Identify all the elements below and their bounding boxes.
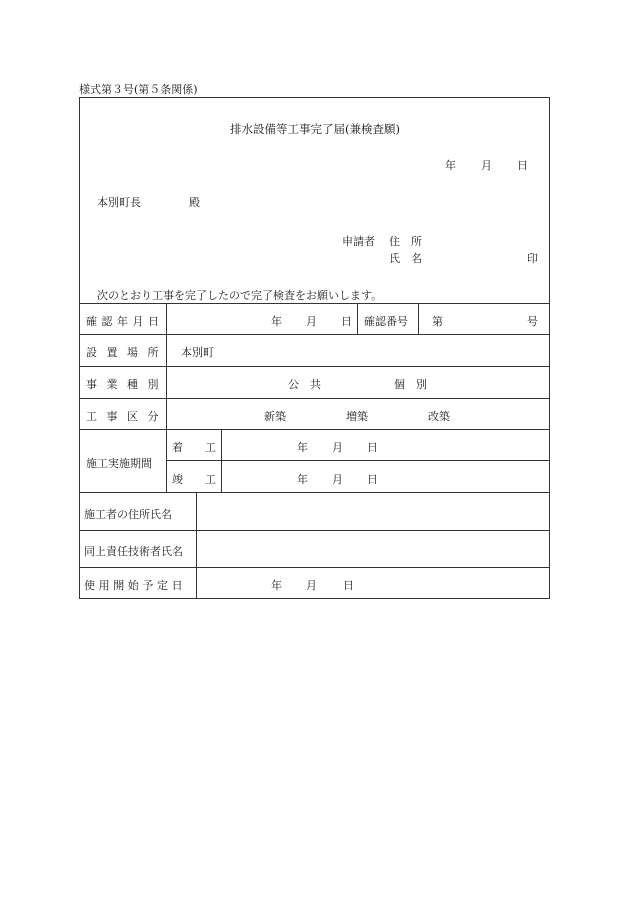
business-type-individual: 個 別 [394, 378, 427, 391]
period-end-label: 竣 工 [172, 473, 216, 486]
confirm-month-label: 月 [306, 315, 317, 328]
contractor-label: 施工者の住所氏名 [84, 508, 172, 521]
business-type-label: 事業種別 [86, 378, 168, 391]
location-value: 本別町 [181, 346, 214, 359]
business-type-public: 公 共 [288, 378, 321, 391]
period-start-year: 年 [297, 441, 308, 454]
period-start-label: 着 工 [172, 441, 216, 454]
start-date-year: 年 [271, 579, 282, 592]
confirm-number-label: 確認番号 [364, 315, 408, 328]
applicant-label: 申請者 [342, 235, 375, 248]
period-start-month: 月 [332, 441, 343, 454]
date-month-label: 月 [481, 159, 492, 172]
seal-mark: 印 [527, 252, 538, 265]
period-end-month: 月 [332, 473, 343, 486]
period-label: 施工実施期間 [86, 457, 152, 470]
confirm-day-label: 日 [341, 315, 352, 328]
date-day-label: 日 [517, 159, 528, 172]
period-end-year: 年 [297, 473, 308, 486]
start-date-day: 日 [343, 579, 354, 592]
form-title: 排水設備等工事完了届(兼検査願) [230, 122, 400, 136]
applicant-name-label: 氏 名 [389, 252, 422, 265]
start-date-label: 使用開始予定日 [84, 579, 187, 592]
period-start-day: 日 [367, 441, 378, 454]
applicant-address-label: 住 所 [389, 235, 422, 248]
confirm-date-label: 確認年月日 [86, 315, 164, 328]
confirm-number-go: 号 [527, 315, 538, 328]
addressee-honorific: 殿 [189, 196, 200, 209]
construction-type-new: 新築 [264, 410, 286, 423]
form-number-label: 様式第３号(第５条関係) [79, 83, 198, 96]
statement-text: 次のとおり工事を完了したので完了検査をお願いします。 [97, 289, 383, 302]
engineer-label: 同上責任技術者氏名 [84, 545, 183, 558]
construction-type-label: 工事区分 [86, 410, 168, 423]
period-end-day: 日 [367, 473, 378, 486]
start-date-month: 月 [306, 579, 317, 592]
location-label: 設置場所 [86, 346, 168, 359]
date-year-label: 年 [445, 159, 456, 172]
confirm-number-dai: 第 [432, 315, 443, 328]
addressee-name: 本別町長 [97, 196, 141, 209]
confirm-year-label: 年 [271, 315, 282, 328]
construction-type-extension: 増築 [346, 410, 368, 423]
construction-type-rebuild: 改築 [428, 410, 450, 423]
